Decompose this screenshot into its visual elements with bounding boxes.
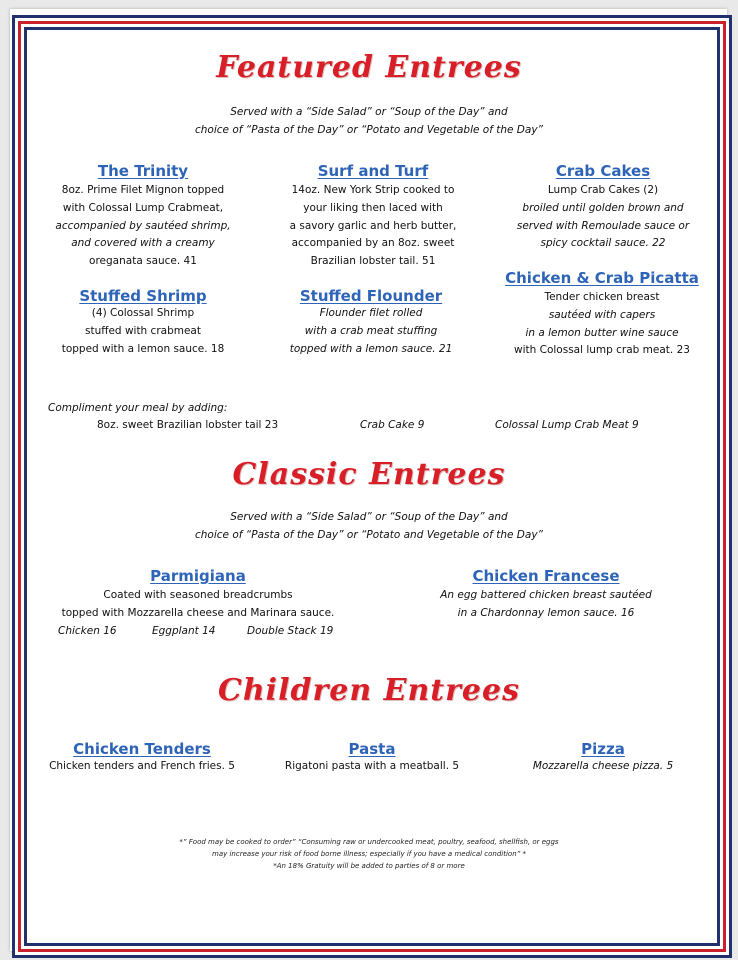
dish-name: Stuffed Flounder [299,287,443,305]
price-chicken: Chicken 16 [58,624,117,637]
dish-name: Stuffed Shrimp [79,287,207,305]
price-eggplant: Eggplant 14 [152,624,216,637]
dish-description: Flounder filet rolled with a crab meat stuffing topped with a lemon sauce. 21 [289,307,453,355]
footer-disclaimer: *” Food may be cooked to order” “Consuming raw or undercooked meat, poultry, seafood, shellfish, or eggs may increase your risk of food borne illness; especially if you have a medical condition” * *An 18% Gratuity will be added to parties of 8 or more [179,838,559,870]
dish-name: Chicken Francese [472,567,620,585]
addon-lobster-tail: 8oz. sweet Brazilian lobster tail 23 [97,419,279,431]
dish-description: Chicken tenders and French fries. 5 [49,760,235,772]
dish-name: The Trinity [97,162,189,180]
dish-parmigiana [48,567,348,641]
addon-crab-cake: Crab Cake 9 [360,419,425,431]
dish-name: Chicken Tenders [73,740,211,758]
dish-description: 14oz. New York Strip cooked to your liking then laced with a savory garlic and herb butter, accompanied by an 8oz. sweet Brazilian lobster tail. 51 [289,184,457,268]
dish-name: Pasta [348,740,396,758]
dish-crab-cakes [498,162,708,253]
parmigiana-prices [48,623,348,641]
dish-description: Lump Crab Cakes (2) broiled until golden brown and served with Remoulade sauce or spicy cocktail sauce. 22 [516,184,690,250]
dish-description: (4) Colossal Shrimp stuffed with crabmeat topped with a lemon sauce. 18 [61,307,225,355]
addon-lump-crab-meat: Colossal Lump Crab Meat 9 [495,419,639,431]
addons-label: Compliment your meal by adding: [48,402,228,414]
dish-name: Crab Cakes [555,162,651,180]
dish-name: Chicken & Crab Picatta [505,269,699,287]
dish-name: Parmigiana [150,567,246,585]
classic-served-note: Served with a “Side Salad” or “Soup of the Day” and choice of “Pasta of the Day” or “Potato and Vegetable of the Day” [195,511,543,541]
dish-chicken-crab-picatta [492,269,712,360]
dish-description: Coated with seasoned breadcrumbs topped with Mozzarella cheese and Marinara sauce. [61,589,335,619]
dish-stuffed-flounder [266,287,476,358]
price-double-stack: Double Stack 19 [247,624,334,637]
dish-description: 8oz. Prime Filet Mignon topped with Colossal Lump Crabmeat, accompanied by sautéed shrimp, and covered with a creamy oreganata sauce. 41 [55,184,231,268]
dish-pasta [272,740,472,776]
dish-description: Tender chicken breast sautéed with capers in a lemon butter wine sauce with Colossal lump crab meat. 23 [514,291,690,357]
dish-pizza [503,740,703,776]
dish-stuffed-shrimp [38,287,248,358]
dish-chicken-francese [418,567,674,623]
children-entrees-title: Children Entrees [217,673,520,708]
classic-entrees-title: Classic Entrees [232,457,506,492]
dish-surf-and-turf [268,162,478,271]
dish-name: Surf and Turf [317,162,429,180]
dish-description: An egg battered chicken breast sautéed in a Chardonnay lemon sauce. 16 [440,589,652,619]
dish-chicken-tenders [42,740,242,776]
featured-entrees-title: Featured Entrees [216,50,522,85]
dish-name: Pizza [581,740,625,758]
dish-the-trinity [38,162,248,271]
dish-description: Mozzarella cheese pizza. 5 [532,760,674,772]
featured-served-note: Served with a “Side Salad” or “Soup of the Day” and choice of “Pasta of the Day” or “Potato and Vegetable of the Day” [195,106,543,136]
dish-description: Rigatoni pasta with a meatball. 5 [284,760,460,772]
